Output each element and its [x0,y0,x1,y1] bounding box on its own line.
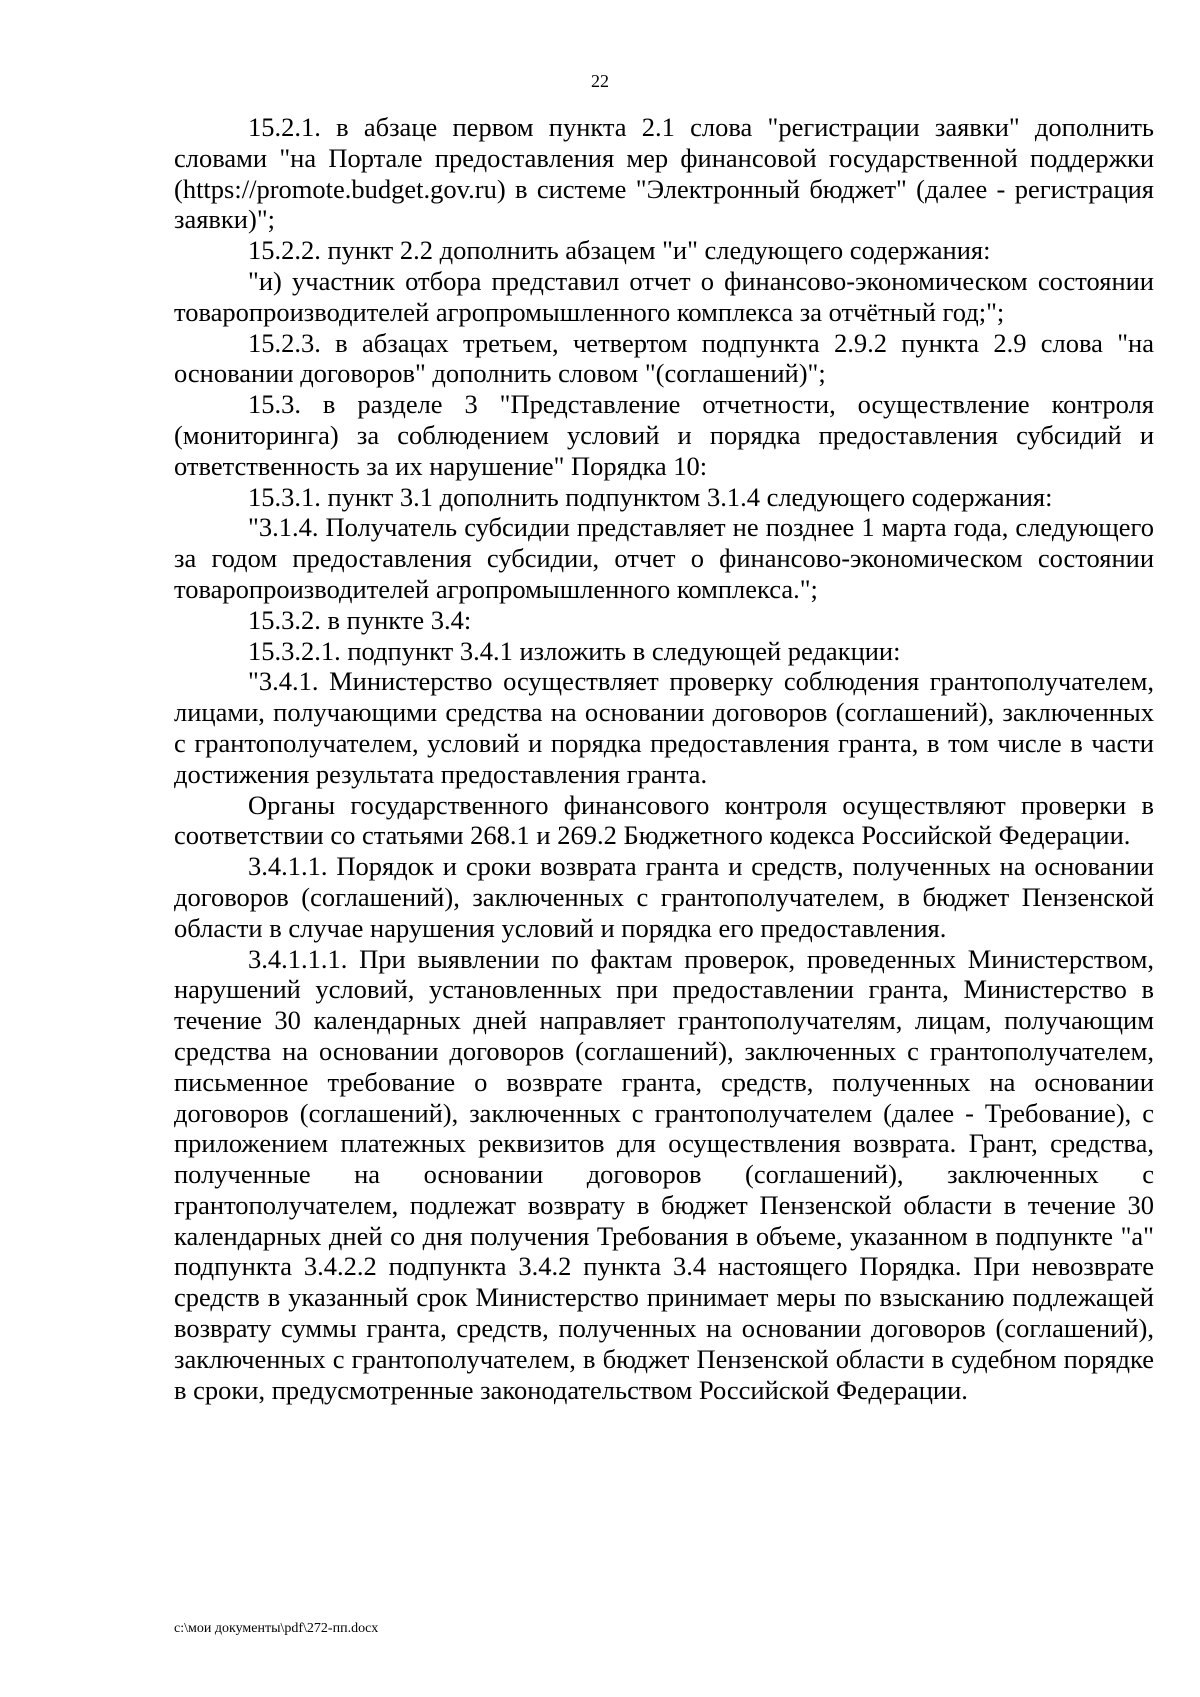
paragraph-15-3-2-1: 15.3.2.1. подпункт 3.4.1 изложить в следующей редакции: [248,635,901,666]
paragraph-financial-control: Органы государственного финансового контроля осуществляют проверки в соответствии со статьями 268.1 и 269.2 Бюджетного кодекса Российской Федерации. [174,789,1154,851]
paragraph-15-2-1: 15.2.1. в абзаце первом пункта 2.1 слова "регистрации заявки" дополнить словами "на Портале предоставления мер финансовой государственной поддержки (https://promote.budget.gov.ru) в системе "Электронный бюджет" (далее - регистрация заявки)"; [174,112,1154,235]
footer-file-path: c:\мои документы\pdf\272-пп.docx [174,1621,379,1636]
paragraph-15-3-1: 15.3.1. пункт 3.1 дополнить подпунктом 3.1.4 следующего содержания: [248,481,1053,512]
paragraph-15-3-2: 15.3.2. в пункте 3.4: [248,604,472,635]
paragraph-item-i: "и) участник отбора представил отчет о финансово-экономическом состоянии товаропроизводителей агропромышленного комплекса за отчётный год;"; [174,265,1154,327]
paragraph-3-4-1: "3.4.1. Министерство осуществляет проверку соблюдения грантополучателем, лицами, получающими средства на основании договоров (соглашений), заключенных с грантополучателем, условий и порядка предоставления гранта, в том числе в части достижения результата предоставления гранта. [174,666,1154,789]
paragraph-3-1-4: "3.1.4. Получатель субсидии представляет не позднее 1 марта года, следующего за годом предоставления субсидии, отчет о финансово-экономическом состоянии товаропроизводителей агропромышленного комплекса."; [174,512,1154,604]
document-body [174,112,1154,1405]
page-number: 22 [591,71,609,91]
paragraph-15-2-2: 15.2.2. пункт 2.2 дополнить абзацем "и" следующего содержания: [248,235,991,266]
paragraph-15-2-3: 15.2.3. в абзацах третьем, четвертом подпункта 2.9.2 пункта 2.9 слова "на основании договоров" дополнить словом "(соглашений)"; [174,327,1154,389]
paragraph-15-3: 15.3. в разделе 3 "Представление отчетности, осуществление контроля (мониторинга) за соблюдением условий и порядка предоставления субсидий и ответственность за их нарушение" Порядка 10: [174,389,1154,481]
paragraph-3-4-1-1-1: 3.4.1.1.1. При выявлении по фактам проверок, проведенных Министерством, нарушений условий, установленных при предоставлении гранта, Министерство в течение 30 календарных дней направляет грантополучателям, лицам, получающим средства на основании договоров (соглашений), заключенных с грантополучателем, письменное требование о возврате гранта, средств, полученных на основании договоров (соглашений), заключенных с грантополучателем (далее - Требование), с приложением платежных реквизитов для осуществления возврата. Грант, средства, полученные на основании договоров (соглашений), заключенных с грантополучателем, подлежат возврату в бюджет Пензенской области в течение 30 календарных дней со дня получения Требования в объеме, указанном в подпункте "а" подпункта 3.4.2.2 подпункта 3.4.2 пункта 3.4 настоящего Порядка. При невозврате средств в указанный срок Министерство принимает меры по взысканию подлежащей возврату суммы гранта, средств, полученных на основании договоров (соглашений), заключенных с грантополучателем, в бюджет Пензенской области в судебном порядке в сроки, предусмотренные законодательством Российской Федерации. [174,943,1154,1405]
paragraph-3-4-1-1: 3.4.1.1. Порядок и сроки возврата гранта и средств, полученных на основании договоров (соглашений), заключенных с грантополучателем, в бюджет Пензенской области в случае нарушения условий и порядка его предоставления. [174,851,1154,943]
